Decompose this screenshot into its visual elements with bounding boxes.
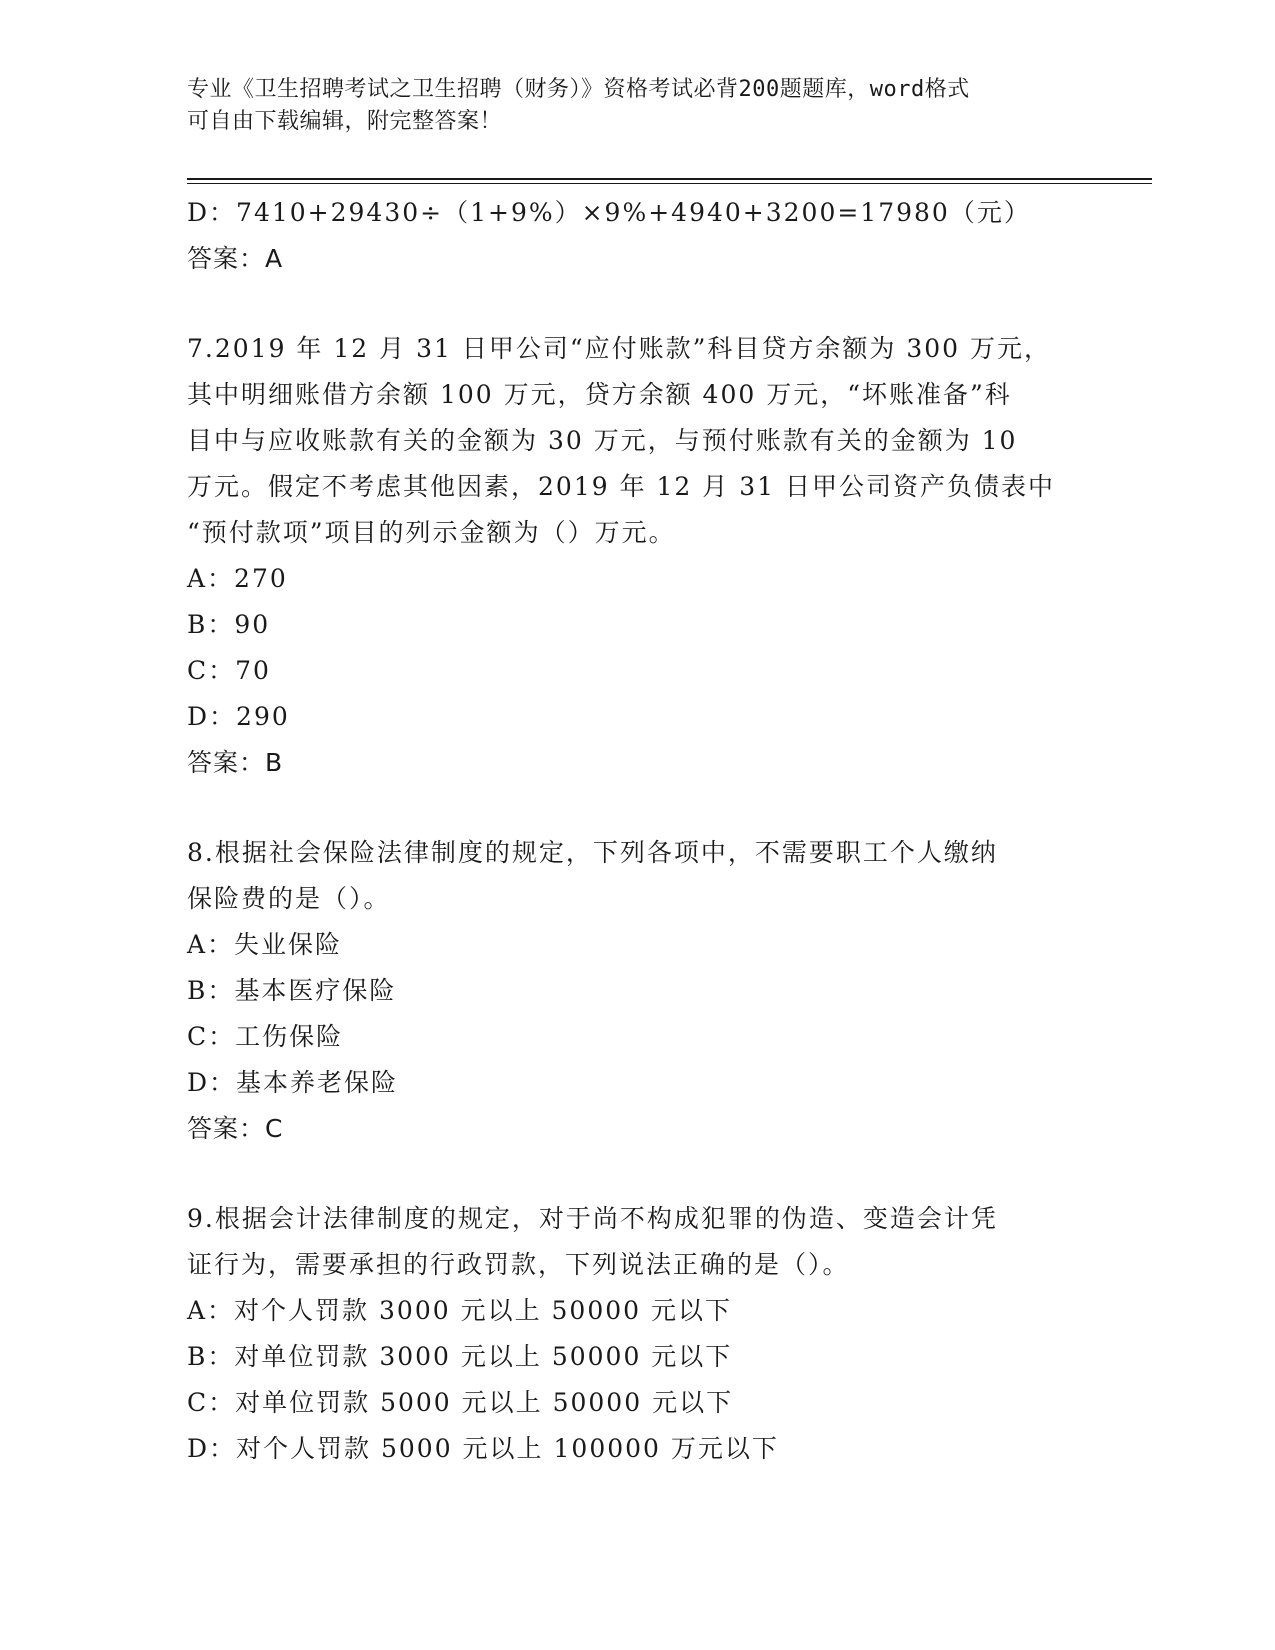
question-stem-line: 7.2019 年 12 月 31 日甲公司“应付账款”科目贷方余额为 300 万元， <box>187 334 1052 363</box>
header-title-line-2: 可自由下载编辑，附完整答案！ <box>187 109 503 134</box>
answer-line: 答案：C <box>187 1114 284 1143</box>
option-d: D：290 <box>187 702 290 731</box>
question-stem-line: 9.根据会计法律制度的规定，对于尚不构成犯罪的伪造、变造会计凭 <box>187 1204 998 1233</box>
header-rule-thin <box>187 183 1152 184</box>
answer-line: 答案：A <box>187 244 284 273</box>
spacer <box>187 282 1067 326</box>
answer-line: 答案：B <box>187 748 284 777</box>
previous-question-tail <box>187 190 1067 282</box>
option-a: A：对个人罚款 3000 元以上 50000 元以下 <box>187 1296 732 1325</box>
option-c: C：对单位罚款 5000 元以上 50000 元以下 <box>187 1388 734 1417</box>
option-b: B：对单位罚款 3000 元以上 50000 元以下 <box>187 1342 733 1371</box>
question-stem-line: 目中与应收账款有关的金额为 30 万元，与预付账款有关的金额为 10 <box>187 426 1018 455</box>
option-d: D：基本养老保险 <box>187 1068 399 1097</box>
header-rule-thick <box>187 178 1152 180</box>
option-a: A：270 <box>187 564 288 593</box>
header-title-line-1: 专业《卫生招聘考试之卫生招聘（财务）》资格考试必背200题题库，word格式 <box>187 77 970 102</box>
question-7 <box>187 326 1067 786</box>
option-a: A：失业保险 <box>187 930 343 959</box>
question-stem-line: 证行为，需要承担的行政罚款，下列说法正确的是（）。 <box>187 1250 850 1279</box>
spacer <box>187 1152 1067 1196</box>
option-d: D：7410+29430÷（1+9%）×9%+4940+3200=17980（元） <box>187 198 1031 227</box>
document-body <box>187 190 1067 1472</box>
option-c: C：工伤保险 <box>187 1022 344 1051</box>
question-stem-line: “预付款项”项目的列示金额为（）万元。 <box>187 518 676 547</box>
option-b: B：基本医疗保险 <box>187 976 397 1005</box>
question-stem-line: 万元。假定不考虑其他因素，2019 年 12 月 31 日甲公司资产负债表中 <box>187 472 1055 501</box>
question-stem-line: 其中明细账借方余额 100 万元，贷方余额 400 万元，“坏账准备”科 <box>187 380 1012 409</box>
question-9 <box>187 1196 1067 1472</box>
option-c: C：70 <box>187 656 271 685</box>
option-b: B：90 <box>187 610 271 639</box>
page-header <box>187 74 1067 138</box>
question-8 <box>187 830 1067 1152</box>
question-stem-line: 8.根据社会保险法律制度的规定，下列各项中，不需要职工个人缴纳 <box>187 838 998 867</box>
option-d: D：对个人罚款 5000 元以上 100000 万元以下 <box>187 1434 779 1463</box>
question-stem-line: 保险费的是（）。 <box>187 884 391 913</box>
spacer <box>187 786 1067 830</box>
